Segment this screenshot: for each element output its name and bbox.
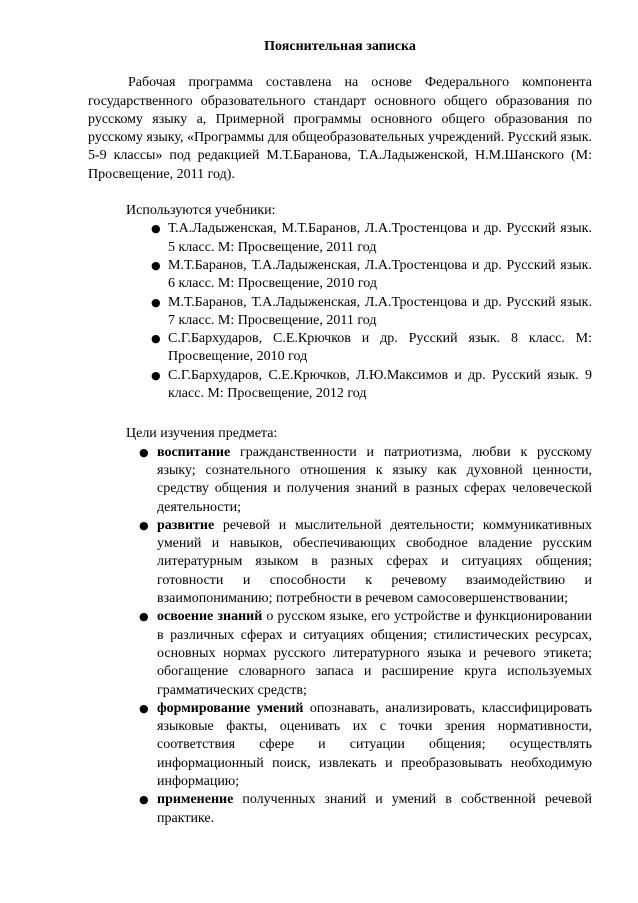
- bullet-icon: ●: [151, 258, 161, 272]
- goals-list: [88, 444, 592, 828]
- textbook-text: М.Т.Баранов, Т.А.Ладыженская, Л.А.Тростенцова и др. Русский язык. 7 класс. М: Просвещение, 2011 год: [168, 294, 592, 328]
- textbook-text: М.Т.Баранов, Т.А.Ладыженская, Л.А.Тростенцова и др. Русский язык. 6 класс. М: Просвещение, 2010 год: [168, 257, 592, 292]
- textbook-text: С.Г.Бархударов, С.Е.Крючков, Л.Ю.Максимов и др. Русский язык. 9 класс. М: Просвещение, 2012 год: [168, 367, 592, 402]
- list-item: [151, 220, 592, 257]
- list-item: [151, 367, 592, 404]
- list-item: [139, 517, 592, 608]
- textbook-text: Т.А.Ладыженская, М.Т.Баранов, Л.А.Тростенцова и др. Русский язык. 5 класс. М: Просвещение, 2011 год: [168, 221, 592, 255]
- goal-term: применение: [157, 792, 234, 808]
- goal-text: речевой и мыслительной деятельности; коммуникативных умений и навыков, обеспечивающих свободное владение русским литературным языком в разных сферах и ситуациях общения; готовности и способности к речевому взаимодействию и взаимопониманию; потребности в речевом самосовершенствовании;: [157, 517, 592, 607]
- list-item: [151, 330, 592, 367]
- textbooks-heading: Используются учебники:: [126, 203, 276, 219]
- bullet-icon: ●: [151, 222, 161, 236]
- bullet-icon: ●: [139, 445, 149, 459]
- bullet-icon: ●: [151, 368, 161, 382]
- list-item: [139, 700, 592, 791]
- goal-text: о русском языке, его устройстве и функционировании в различных сферах и ситуациях общения; стилистических ресурсах, основных нормах русского литературного языка и речевого этикета; обогащение словарного запаса и расширение круга используемых грамматических средств;: [157, 609, 592, 698]
- bullet-icon: ●: [139, 793, 149, 807]
- bullet-icon: ●: [139, 518, 149, 532]
- list-item: [139, 608, 592, 699]
- goal-text: гражданственности и патриотизма, любви к русскому языку; сознательного отношения к языку как духовной ценности, средству общения и получения знаний в разных сферах человеческой деятельности;: [157, 444, 592, 515]
- list-item: [151, 294, 592, 331]
- list-item: [151, 257, 592, 294]
- goal-term: формирование умений: [157, 700, 304, 716]
- goal-term: освоение знаний: [157, 609, 263, 625]
- goal-text: опознавать, анализировать, классифицировать языковые факты, оценивать их с точки зрения нормативности, соответствия сфере и ситуации общения; осуществлять информационный поиск, извлекать и преобразовывать необходимую информацию;: [157, 700, 592, 789]
- list-item: [139, 791, 592, 828]
- bullet-icon: ●: [139, 610, 149, 624]
- list-item: [139, 444, 592, 517]
- bullet-icon: ●: [151, 332, 161, 346]
- textbook-text: С.Г.Бархударов, С.Е.Крючков и др. Русский язык. 8 класс. М: Просвещение, 2010 год: [168, 331, 592, 365]
- bullet-icon: ●: [139, 701, 149, 715]
- goal-text: полученных знаний и умений в собственной речевой практике.: [157, 792, 592, 826]
- document-title: Пояснительная записка: [264, 39, 416, 54]
- bullet-icon: ●: [151, 295, 161, 309]
- textbooks-list: [88, 220, 592, 403]
- goal-term: воспитание: [157, 444, 231, 460]
- goal-term: развитие: [157, 517, 215, 533]
- goals-heading: Цели изучения предмета:: [126, 426, 278, 442]
- intro-paragraph: Рабочая программа составлена на основе Федерального компонента государственного образовательного стандарт основного общего образования по русскому языку а, Примерной программы основного общего образования по русскому языку, «Программы для общеобразовательных учреждений. Русский язык. 5-9 классы» под редакцией М.Т.Баранова, Т.А.Ладыженской, Н.М.Шанского (М: Просвещение, 2011 год).: [88, 75, 592, 182]
